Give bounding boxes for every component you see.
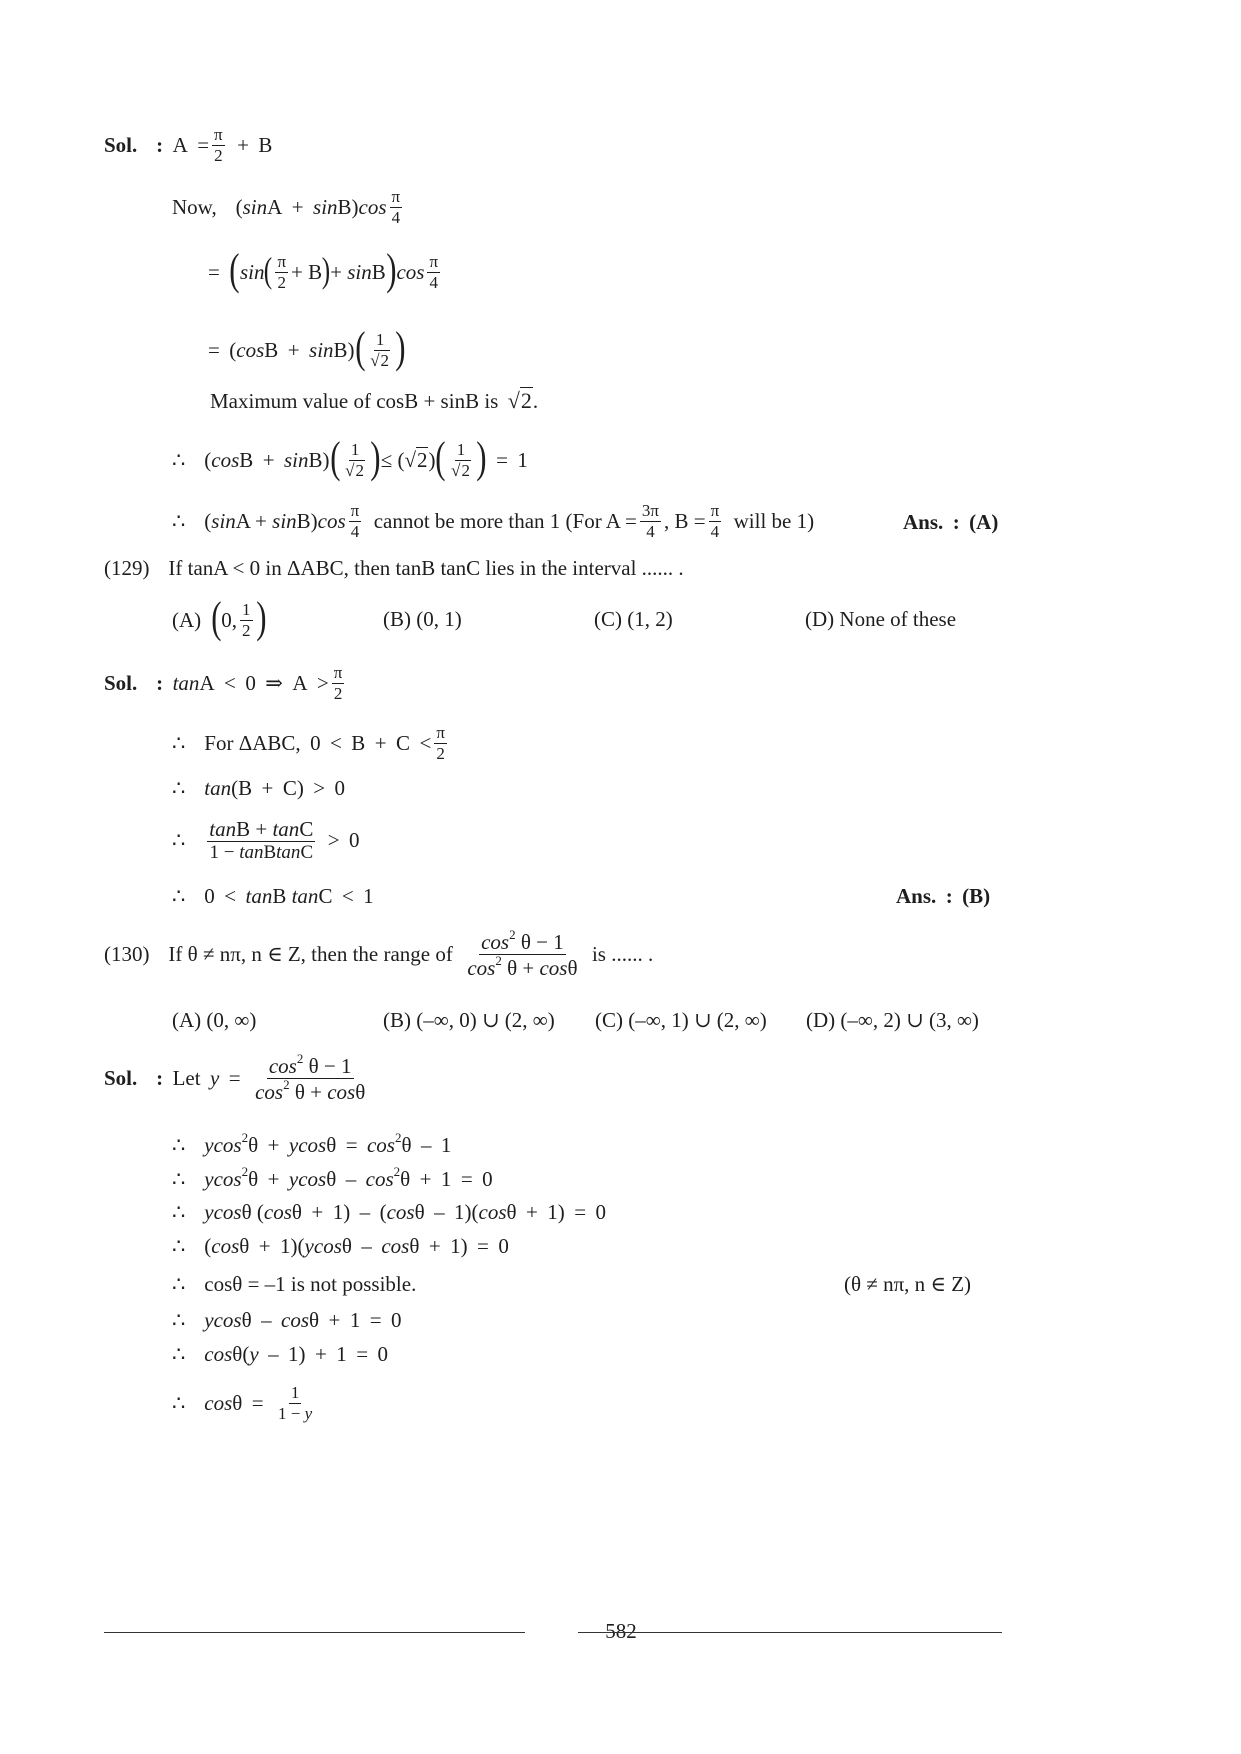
question-130: (130) If θ ≠ nπ, n ∈ Z, then the range of $\cos^2 \theta - 1$ $\cos^2 \theta + \cos\theta$ is ...... . [104, 927, 654, 981]
sol-130-line-7: ∴ ycosθ – cosθ + 1 = 0 [172, 1308, 402, 1332]
fraction: $\frac{3\pi}{4}$ [641, 501, 659, 541]
fraction: 1 √2 [370, 329, 390, 370]
fraction: $\frac{\pi}{4}$ [710, 501, 720, 541]
sol-130-line-5: ∴ (cosθ + 1)(ycosθ – cosθ + 1) = 0 [172, 1234, 509, 1258]
fraction: 1 √2 [451, 439, 470, 480]
sol-130-line-2: ∴ ycos$^2$θ + ycosθ = $\cos^2\theta$ – 1 [172, 1130, 452, 1157]
sol-128-line-3: = ( sin ( π 2 + B ) + sinB ) cos π 4 [208, 245, 439, 294]
sol-129-line-4: ∴ tanB + tanC 1 − tanBtanC > 0 [172, 817, 360, 864]
sol-130-line-6: ∴ cosθ = –1 is not possible. [172, 1272, 417, 1296]
sol-129-line-2: ∴ For ΔABC, 0 < B + C < π 2 [172, 723, 445, 763]
sol-label: Sol. [104, 132, 138, 157]
fraction: $\cos^2 \theta - 1$ $\cos^2 \theta + \cos\theta$ [467, 927, 578, 981]
sol-130-line-4: ∴ ycosθ (cosθ + 1) – (cosθ – 1)(cosθ + 1) = 0 [172, 1200, 606, 1224]
question-129 [104, 556, 684, 581]
option-130-a: (A) (0, ∞) [172, 1008, 257, 1032]
option-130-c: (C) (–∞, 1) ∪ (2, ∞) [595, 1008, 767, 1032]
fraction: $\frac{\pi}{2}$ [214, 125, 223, 165]
option-129-d: (D) None of these [805, 607, 957, 631]
fraction: π 2 [333, 663, 343, 703]
question-number: (130) [104, 942, 150, 967]
sol-128-line-2: Now, (sinA + sinB)cos π 4 [172, 187, 401, 227]
sol-129-line-5: ∴ 0 < tanB tanC < 1 [172, 884, 374, 908]
sol-128-line-5: Maximum value of cosB + sinB is √2 . [210, 388, 539, 413]
sol-128-line-1: Sol. : A = $\frac{\pi}{2}$ + B [104, 125, 273, 165]
fraction: tanB + tanC 1 − tanBtanC [209, 817, 314, 864]
answer-128: Ans. : (A) [903, 510, 999, 534]
sol-130-line-9: ∴ cosθ = 1 1 − y [172, 1383, 313, 1423]
page-number: 582 [605, 1619, 637, 1643]
option-130-b: (B) (–∞, 0) ∪ (2, ∞) [383, 1008, 555, 1032]
fraction: π 2 [277, 251, 287, 292]
fraction: $\cos^2 \theta - 1$ $\cos^2 \theta + \cos\theta$ [255, 1051, 366, 1105]
answer-129: Ans. : (B) [896, 884, 991, 908]
fraction: 1 √2 [345, 439, 365, 480]
fraction: 1 2 [242, 599, 251, 640]
fraction: π 2 [436, 723, 445, 763]
sol-130-line-8: ∴ cosθ(y – 1) + 1 = 0 [172, 1342, 388, 1366]
sol-label: Sol. [104, 1066, 138, 1091]
question-number: (129) [104, 556, 150, 580]
sol-128-line-4: = (cosB + sinB) ( 1 √2 ) [208, 323, 406, 372]
option-130-d: (D) (–∞, 2) ∪ (3, ∞) [806, 1008, 979, 1032]
sol-128-line-6: ∴ (cosB + sinB) ( 1 √2 ) ≤ (√2) ( 1 √2 ) = 1 [172, 433, 528, 482]
sol-130-line-1: Sol. : Let y = $\cos^2 \theta - 1$ $\cos^2 \theta + \cos\theta$ [104, 1051, 366, 1105]
theta-condition: (θ ≠ nπ, n ∈ Z) [844, 1272, 972, 1296]
footer-rule-right [578, 1632, 1002, 1633]
option-129-b: (B) (0, 1) [383, 607, 462, 631]
sol-129-line-1: Sol. : tanA < 0 ⇒ A > π 2 [104, 663, 343, 703]
sol-label: Sol. [104, 670, 138, 695]
fraction: π 4 [350, 501, 360, 541]
fraction: π 4 [391, 187, 401, 227]
sol-130-line-3: ∴ ycos$^2$θ + ycosθ – $\cos^2\theta$ + 1 = 0 [172, 1164, 493, 1191]
question-text: If θ ≠ nπ, n ∈ Z, then the range of [168, 942, 453, 967]
option-129-c: (C) (1, 2) [594, 607, 673, 631]
footer-rule-left [104, 1632, 525, 1633]
sol-128-line-7: ∴ (sinA + sinB)cos π 4 cannot be more than 1 (For A = $\frac{3\pi}{4}$ , B = $\frac{\pi}{4}$ will be 1) [172, 501, 815, 541]
option-129-a: (A) ( 0, 1 2 ) [172, 593, 266, 642]
fraction: 1 1 − y [278, 1383, 313, 1423]
fraction: π 4 [429, 251, 439, 292]
question-text: If tanA < 0 in ΔABC, then tanB tanC lies in the interval ...... . [168, 556, 684, 580]
sol-129-line-3: ∴ tan(B + C) > 0 [172, 776, 346, 800]
